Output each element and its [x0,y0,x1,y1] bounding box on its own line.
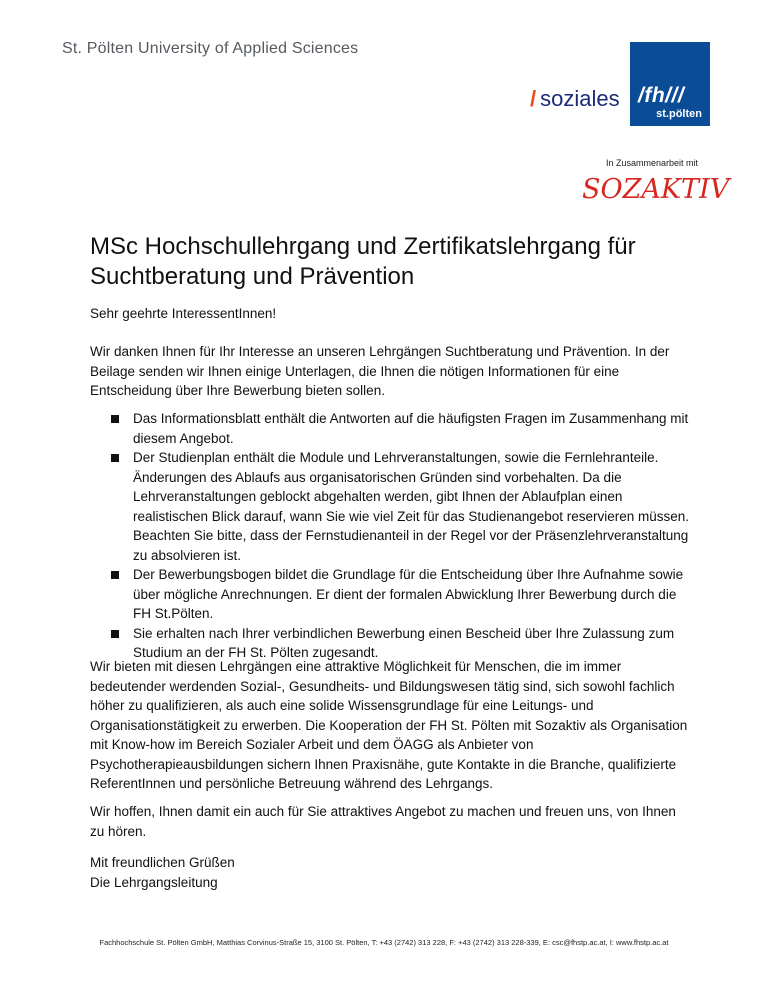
list-item [90,448,690,565]
intro-paragraph: Wir danken Ihnen für Ihr Interesse an unseren Lehrgängen Suchtberatung und Prävention. In der Beilage senden wir Ihnen einige Unterlagen, die Ihnen die nötigen Informationen für eine Entscheidung über Ihre Bewerbung bieten sollen. [90,344,670,398]
closing-greeting: Mit freundlichen Grüßen [90,855,235,870]
footer-address: Fachhochschule St. Pölten GmbH, Matthias Corvinus-Straße 15, 3100 St. Pölten, T: +43 (2742) 313 228, F: +43 (2742) 313 228-339, E: csc@fhstp.ac.at, I: www.fhstp.ac.at [99,938,669,947]
list-item-text: Der Bewerbungsbogen bildet die Grundlage für die Entscheidung über Ihre Aufnahme sowie über mögliche Anrechnungen. Er dient der formalen Abwicklung Ihrer Bewerbung durch die FH St.Pölten. [133,567,684,621]
slash-mark-icon: / [530,86,537,111]
letter-title: MSc Hochschullehrgang und Zertifikatslehrgang für Suchtberatung und Prävention [90,233,636,290]
list-item-text: Sie erhalten nach Ihrer verbindlichen Bewerbung einen Bescheid über Ihre Zulassung zum Studium an der FH St. Pölten zugesandt. [133,625,675,660]
closing [90,853,235,892]
list-item-text: Der Studienplan enthält die Module und Lehrveranstaltungen, sowie die Fernlehranteile. Änderungen des Ablaufs aus organisatorischen Gründen sind vorbehalten. Da die Lehrveranstaltungen geblockt abgehalten werden, gibt Ihnen der Ablaufplan einen realistischen Blick darauf, wann Sie wie viel Zeit für das Studienangebot reservieren müssen. Beachten Sie bitte, dass der Fernstudienanteil in der Regel vor der Präsenzlehrveranstaltung zu absolvieren ist. [133,450,690,563]
list-item-text: Das Informationsblatt enthält die Antworten auf die häufigsten Fragen im Zusammenhang mit diesem Angebot. [133,411,689,446]
salutation: Sehr geehrte InteressentInnen! [90,306,277,321]
hope-paragraph: Wir hoffen, Ihnen damit ein auch für Sie attraktives Angebot zu machen und freuen uns, von Ihnen zu hören. [90,804,676,839]
enclosures-list [90,409,690,663]
department-name: soziales [540,86,620,111]
square-bullet-icon [111,454,119,462]
list-item [90,565,690,624]
list-item [90,409,690,448]
sozaktiv-wordmark: SOZAKTIV [582,174,730,204]
department-logo [530,86,620,112]
closing-signature: Die Lehrgangsleitung [90,874,218,890]
square-bullet-icon [111,415,119,423]
sozaktiv-logo [582,172,732,204]
square-bullet-icon [111,571,119,579]
fh-logo [630,42,710,126]
cooperation-label: In Zusammenarbeit mit [606,158,699,168]
square-bullet-icon [111,630,119,638]
fh-logo-place: st.pölten [656,108,702,120]
university-name: St. Pölten University of Applied Sciences [62,40,359,57]
offer-paragraph: Wir bieten mit diesen Lehrgängen eine attraktive Möglichkeit für Menschen, die im immer bedeutender werdenden Sozial-, Gesundheits- und Bildungswesen tätig sind, sich sowohl fachlich höher zu qualifizieren, als auch eine solide Wissensgrundlage für eine Leitungs- und Organisationstätigkeit zu erwerben. Die Kooperation der FH St. Pölten mit Sozaktiv als Organisation mit Know-how im Bereich Sozialer Arbeit und dem ÖAGG als Anbieter von Psychotherapieausbildungen sichern Ihnen Praxisnähe, gute Kontakte in die Branche, qualifizierte ReferentInnen und persönliche Betreuung während des Lehrgangs. [90,659,688,791]
fh-logo-mark: /fh/// [638,84,685,107]
